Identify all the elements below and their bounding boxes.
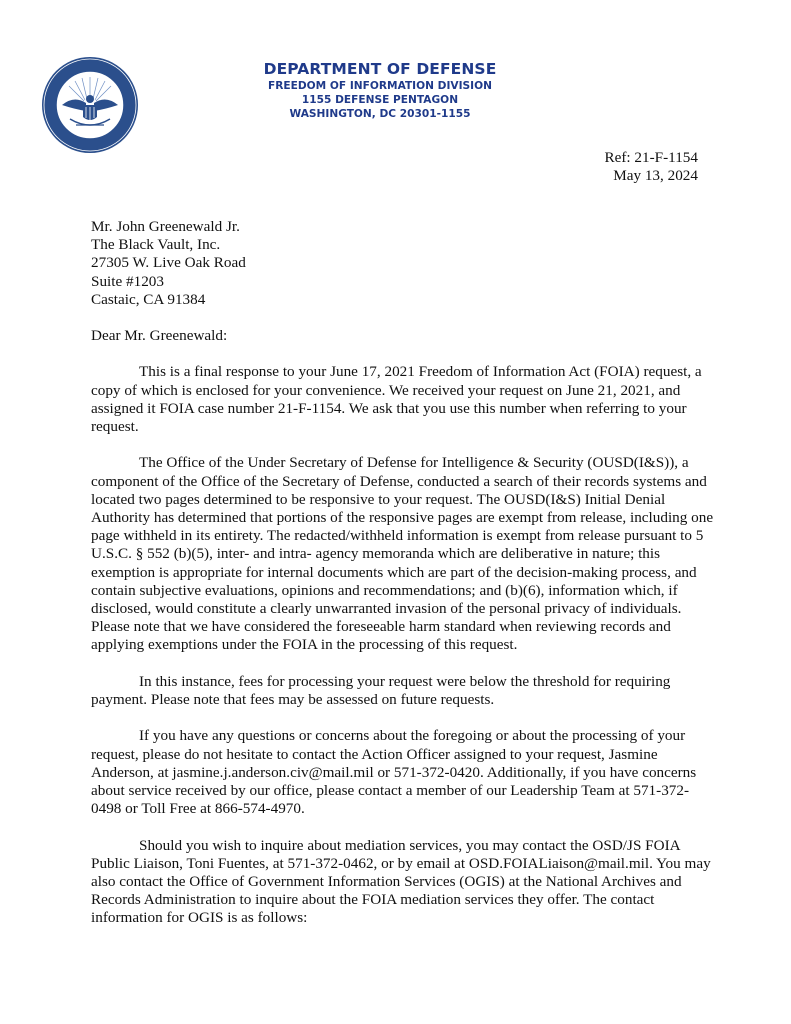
letterhead-address: 1155 DEFENSE PENTAGON bbox=[301, 94, 459, 106]
recipient-city: Castaic, CA 91384 bbox=[91, 290, 206, 308]
paragraph-fees: In this instance, fees for processing your request were below the threshold for requiring payment. Please note that fees may be assessed on future requests. bbox=[91, 672, 671, 709]
department-title: DEPARTMENT OF DEFENSE bbox=[263, 60, 497, 78]
salutation: Dear Mr. Greenewald: bbox=[91, 327, 228, 345]
division-name: FREEDOM OF INFORMATION DIVISION bbox=[268, 80, 492, 92]
recipient-address bbox=[91, 218, 715, 309]
recipient-suite: Suite #1203 bbox=[91, 272, 164, 290]
letterhead-city: WASHINGTON, DC 20301-1155 bbox=[289, 108, 471, 120]
reference-number: Ref: 21-F-1154 bbox=[604, 149, 698, 166]
paragraph-search-results: The Office of the Under Secretary of Defense for Intelligence & Security (OUSD(I&S)), a component of the Office of the Secretary of Defense, conducted a search of their records systems and located two pages determined to be responsive to your request. The OUSD(I&S) Initial Denial Authority has determined that portions of the responsive pages are exempt from release, including one page withheld in its entirety. The redacted/withheld information is exempt from release pursuant to 5 U.S.C. § 552 (b)(5), inter- and intra- agency memoranda which are deliberative in nature; this exemption is appropriate for internal documents which are part of the decision-making process, and contain subjective evaluations, opinions and recommendations; and (b)(6), information which, if disclosed, would constitute a clearly unwarranted invasion of the personal privacy of individuals. Please note that we have considered the foreseeable harm standard when reviewing records and applying exemptions under the FOIA in the processing of this request. bbox=[91, 454, 714, 654]
dod-seal-icon bbox=[40, 55, 140, 155]
recipient-organization: The Black Vault, Inc. bbox=[91, 236, 221, 254]
recipient-name: Mr. John Greenewald Jr. bbox=[91, 218, 240, 235]
letter-date: May 13, 2024 bbox=[613, 167, 698, 184]
letterhead bbox=[245, 60, 515, 121]
paragraph-mediation: Should you wish to inquire about mediation services, you may contact the OSD/JS FOIA Public Liaison, Toni Fuentes, at 571-372-0462, or by email at OSD.FOIALiaison@mail.mil. You may also contact the Office of Government Information Services (OGIS) at the National Archives and Records Administration to inquire about the FOIA mediation services they offer. The contact information for OGIS is as follows: bbox=[91, 836, 711, 927]
letter-body bbox=[91, 218, 715, 928]
paragraph-final-response: This is a final response to your June 17, 2021 Freedom of Information Act (FOIA) request, a copy of which is enclosed for your convenience. We received your request on June 21, 2021, and assigned it FOIA case number 21-F-1154. We ask that you use this number when referring to your request. bbox=[91, 363, 702, 436]
paragraph-contact: If you have any questions or concerns about the foregoing or about the processing of your request, please do not hesitate to contact the Action Officer assigned to your request, Jasmine Anderson, at jasmine.j.anderson.civ@mail.mil or 571-372-0420. Additionally, if you have concerns about service received by our office, please contact a member of our Leadership Team at 571-372-0498 or Toll Free at 866-574-4970. bbox=[91, 727, 697, 818]
recipient-street: 27305 W. Live Oak Road bbox=[91, 254, 246, 272]
reference-block bbox=[604, 149, 698, 185]
